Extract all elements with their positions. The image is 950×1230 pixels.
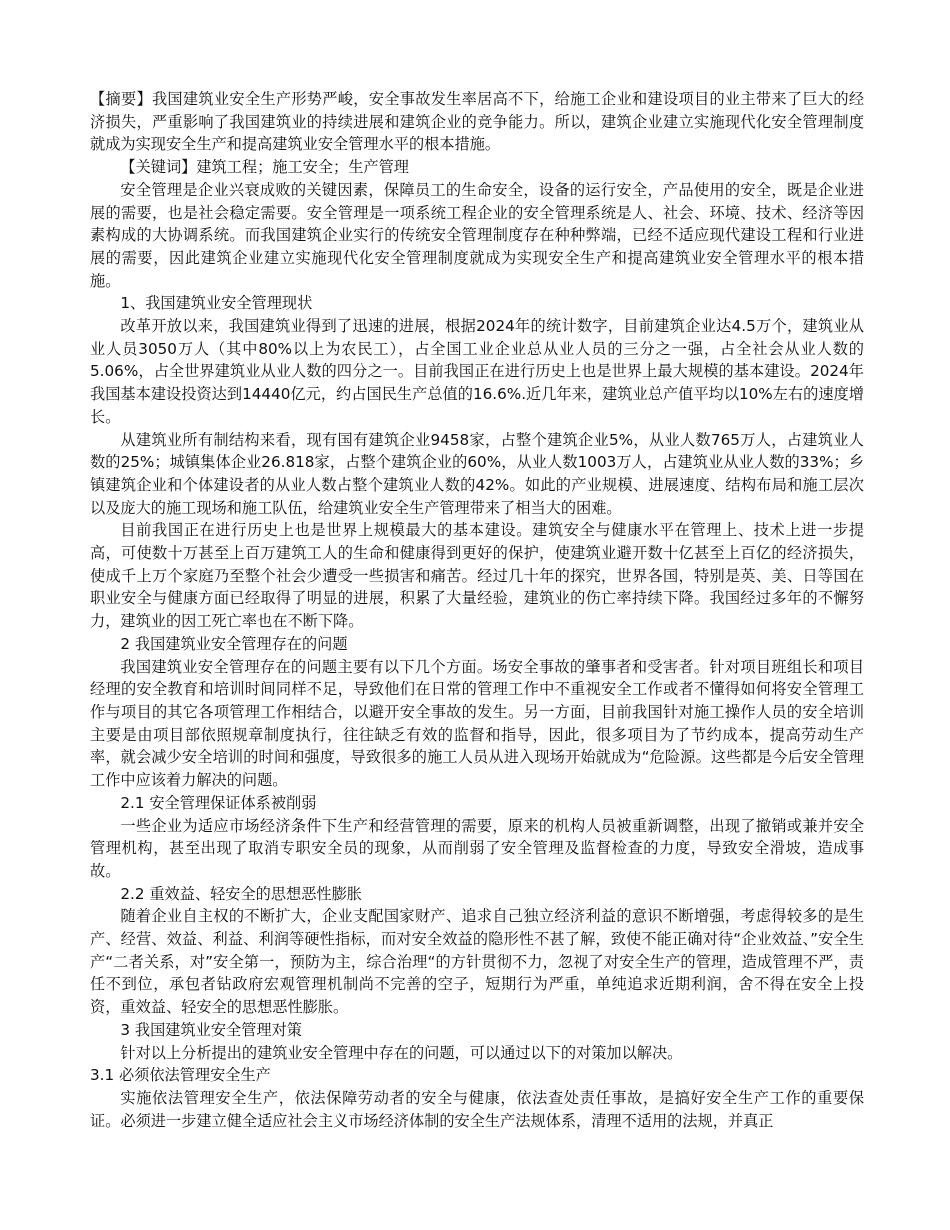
document-page bbox=[90, 88, 864, 1132]
section-2-2-paragraph: 随着企业自主权的不断扩大，企业支配国家财产、追求自己独立经济利益的意识不断增强，考虑得较多的是生产、经营、效益、利益、利润等硬性指标，而对安全效益的隐形性不甚了解，致使不能正确对待“企业效益、”安全生产“二者关系，对”安全第一，预防为主，综合治理“的方针贯彻不力，忽视了对安全生产的管理，造成管理不严，责任不到位，承包者钻政府宏观管理机制尚不完善的空子，短期行为严重，单纯追求近期利润，舍不得在安全上投资，重效益、轻安全的思想恶性膨胀。 bbox=[90, 907, 864, 1017]
section-3-paragraph: 针对以上分析提出的建筑业安全管理中存在的问题，可以通过以下的对策加以解决。 bbox=[120, 1043, 683, 1062]
section-3-1-heading: 3.1 必须依法管理安全生产 bbox=[90, 1066, 271, 1085]
section-2-heading: 2 我国建筑业安全管理存在的问题 bbox=[120, 634, 348, 653]
section-2-1-heading: 2.1 安全管理保证体系被削弱 bbox=[120, 793, 317, 812]
abstract-paragraph: 【摘要】我国建筑业安全生产形势严峻，安全事故发生率居高不下，给施工企业和建设项目的业主带来了巨大的经济损失，严重影响了我国建筑业的持续进展和建筑企业的竞争能力。所以，建筑企业建立实施现代化安全管理制度就成为实现安全生产和提高建筑业安全管理水平的根本措施。 bbox=[90, 90, 864, 154]
section-1-paragraph-3: 目前我国正在进行历史上也是世界上规模最大的基本建设。建筑安全与健康水平在管理上、技术上进一步提高，可使数十万甚至上百万建筑工人的生命和健康得到更好的保护，使建筑业避开数十亿甚至上百亿的经济损失，使成千上万个家庭乃至整个社会少遭受一些损害和痛苦。经过几十年的探究，世界各国，特别是英、美、日等国在职业安全与健康方面已经取得了明显的进展，积累了大量经验，建筑业的伤亡率持续下降。我国经过多年的不懈努力，建筑业的因工死亡率也在不断下降。 bbox=[90, 521, 864, 631]
section-1-heading: 1、我国建筑业安全管理现状 bbox=[120, 294, 313, 313]
section-3-1-paragraph: 实施依法管理安全生产，依法保障劳动者的安全与健康，依法查处责任事故，是搞好安全生产工作的重要保证。必须进一步建立健全适应社会主义市场经济体制的安全生产法规体系，清理不适用的法规，并真正 bbox=[90, 1088, 864, 1130]
keywords-line: 【关键词】建筑工程；施工安全；生产管理 bbox=[120, 158, 409, 177]
section-2-1-paragraph: 一些企业为适应市场经济条件下生产和经营管理的需要，原来的机构人员被重新调整，出现了撤销或兼并安全管理机构，甚至出现了取消专职安全员的现象，从而削弱了安全管理及监督检查的力度，导致安全滑坡，造成事故。 bbox=[90, 816, 864, 880]
intro-paragraph: 安全管理是企业兴衰成败的关键因素，保障员工的生命安全，设备的运行安全，产品使用的安全，既是企业进展的需要，也是社会稳定需要。安全管理是一项系统工程企业的安全管理系统是人、社会、环境、技术、经济等因素构成的大协调系统。而我国建筑企业实行的传统安全管理制度存在种种弊端，已经不适应现代建设工程和行业进展的需要，因此建筑企业建立实施现代化安全管理制度就成为实现安全生产和提高建筑业安全管理水平的根本措施。 bbox=[90, 180, 864, 290]
section-2-2-heading: 2.2 重效益、轻安全的思想恶性膨胀 bbox=[120, 884, 362, 903]
section-2-paragraph: 我国建筑业安全管理存在的问题主要有以下几个方面。场安全事故的肇事者和受害者。针对项目班组长和项目经理的安全教育和培训时间同样不足，导致他们在日常的管理工作中不重视安全工作或者不懂得如何将安全管理工作与项目的其它各项管理工作相结合，以避开安全事故的发生。另一方面，目前我国针对施工操作人员的安全培训主要是由项目部依照规章制度执行，往往缺乏有效的监督和指导，因此，很多项目为了节约成本，提高劳动生产率，就会减少安全培训的时间和强度，导致很多的施工人员从进入现场开始就成为“危险源。这些都是今后安全管理工作中应该着力解决的问题。 bbox=[90, 657, 864, 790]
section-1-paragraph-2: 从建筑业所有制结构来看，现有国有建筑企业9458家，占整个建筑企业5%，从业人数765万人，占建筑业人数的25%；城镇集体企业26.818家，占整个建筑企业的60%，从业人数1003万人，占建筑业从业人数的33%；乡镇建筑企业和个体建设者的从业人数占整个建筑业人数的42%。如此的产业规模、进展速度、结构布局和施工层次以及庞大的施工现场和施工队伍，给建筑业安全生产管理带来了相当大的困难。 bbox=[90, 430, 864, 517]
section-1-paragraph-1: 改革开放以来，我国建筑业得到了迅速的进展，根据2024年的统计数字，目前建筑企业达4.5万个，建筑业从业人员3050万人（其中80%以上为农民工），占全国工业企业总从业人员的三分之一强，占全社会从业人数的5.06%，占全世界建筑业从业人数的四分之一。目前我国正在进行历史上也是世界上最大规模的基本建设。2024年我国基本建设投资达到14440亿元，约占国民生产总值的16.6%.近几年来，建筑业总产值平均以10%左右的速度增长。 bbox=[90, 317, 864, 426]
section-3-heading: 3 我国建筑业安全管理对策 bbox=[120, 1020, 302, 1039]
